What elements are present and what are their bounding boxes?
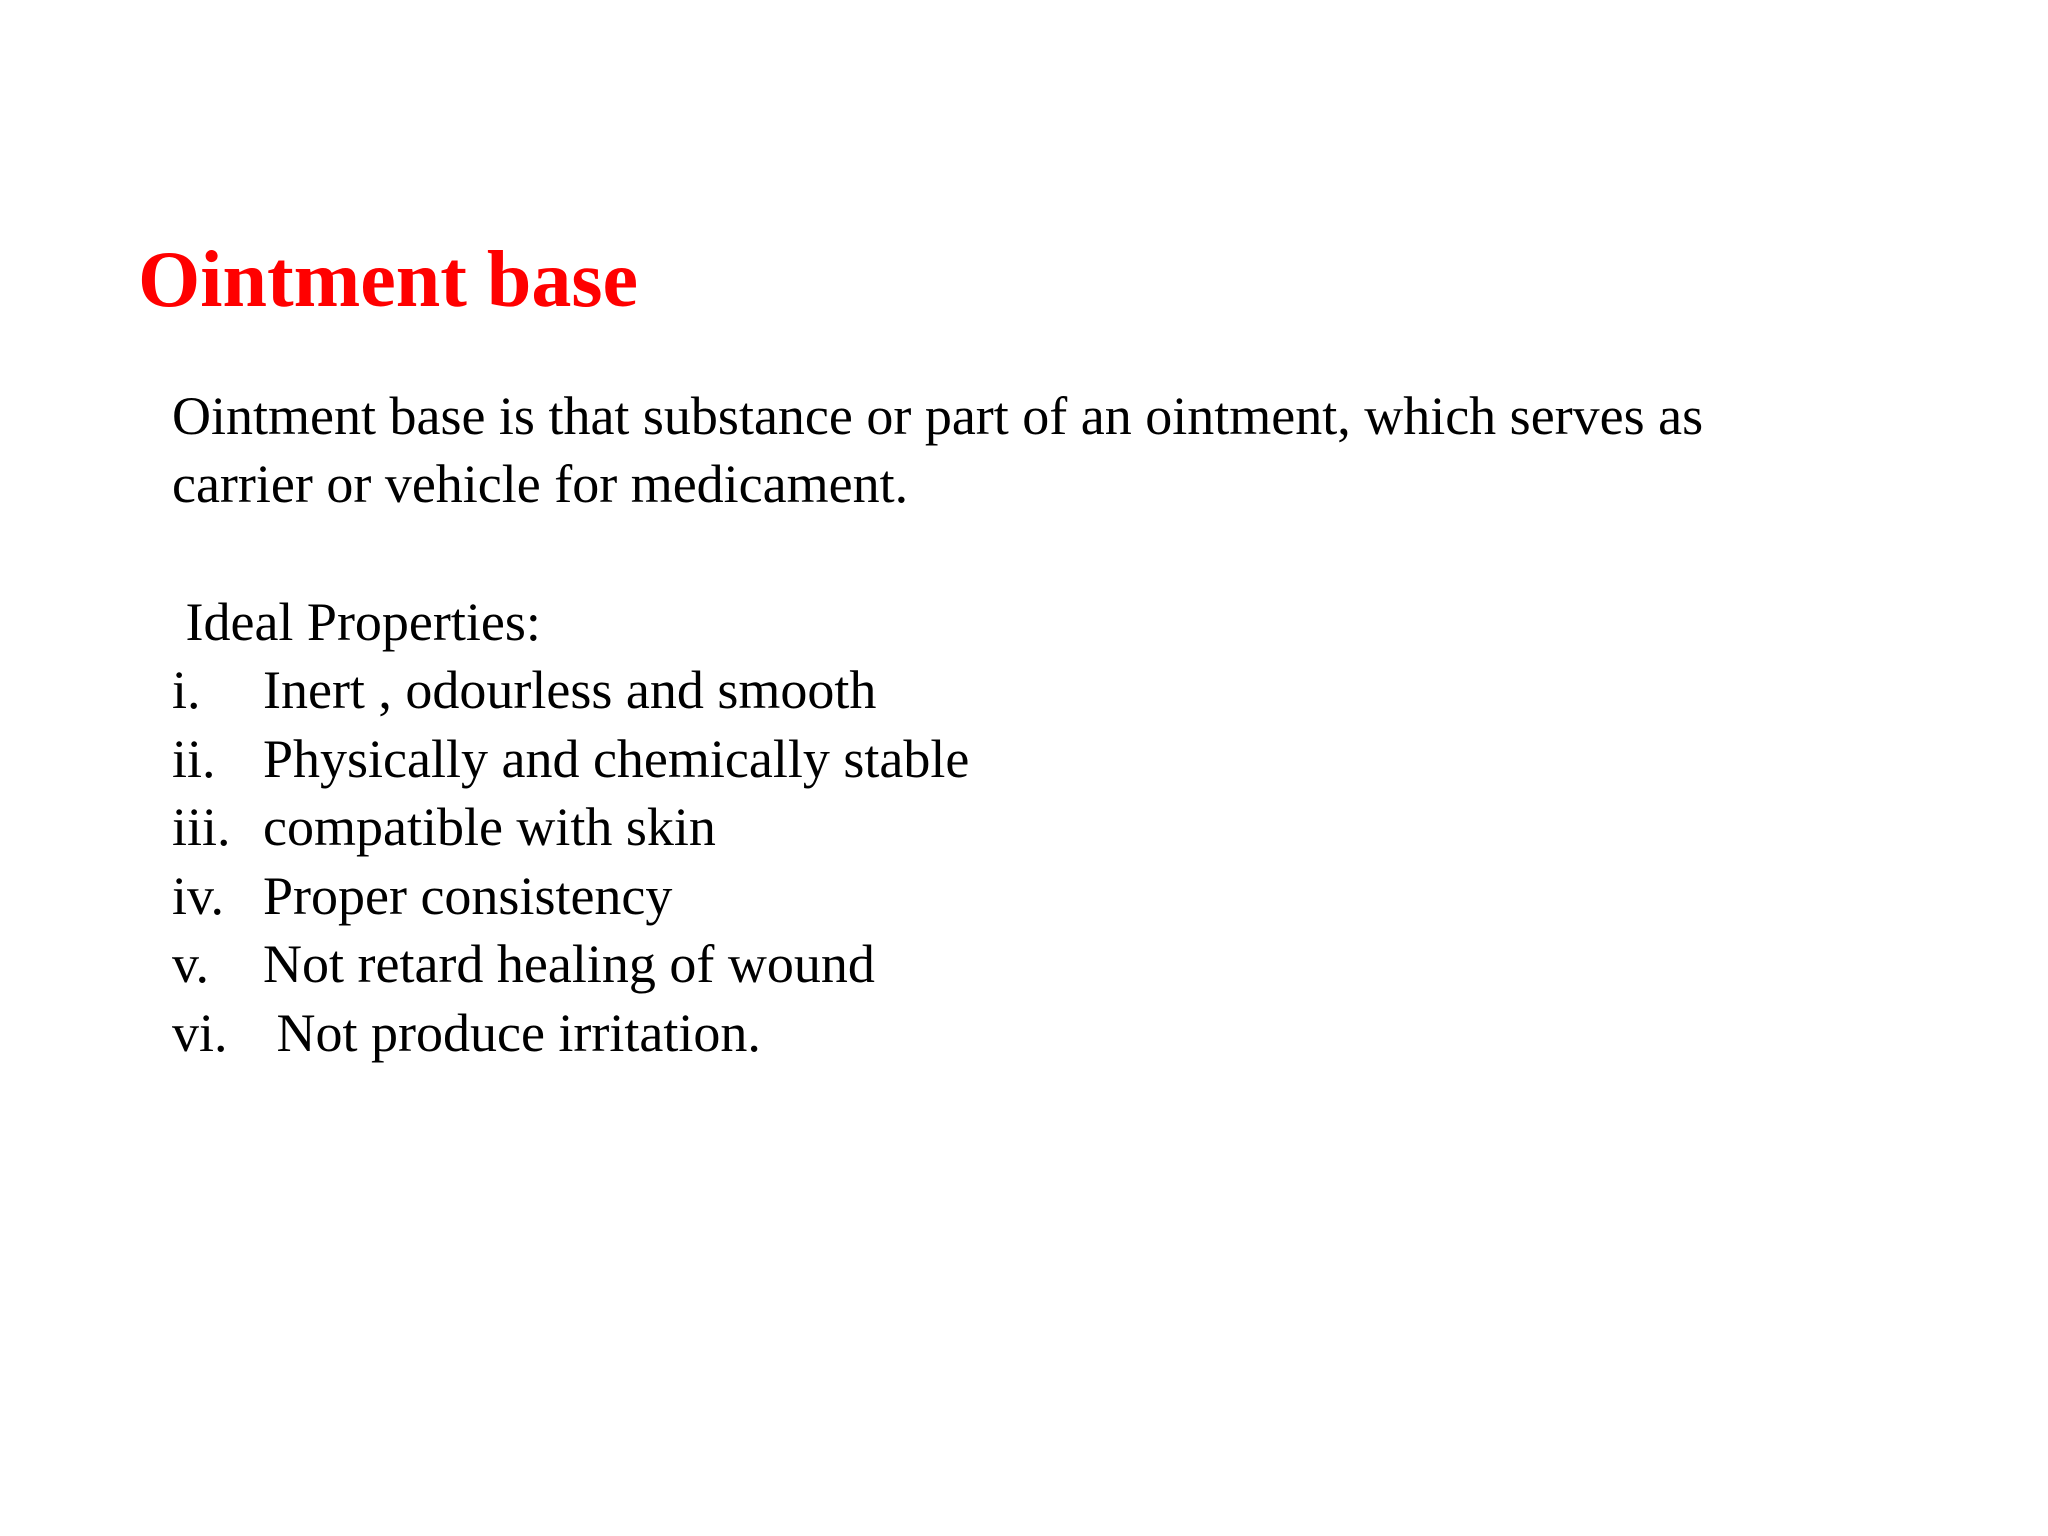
list-marker: vi. — [172, 1002, 228, 1063]
list-item-text: Proper consistency — [263, 865, 673, 926]
list-item — [172, 793, 969, 862]
list-item-text: Not retard healing of wound — [263, 934, 875, 994]
list-marker: iv. — [172, 865, 224, 926]
list-marker: ii. — [172, 728, 216, 789]
ideal-properties-heading: Ideal Properties: — [172, 592, 541, 652]
list-marker: v. — [172, 934, 209, 994]
list-item — [172, 862, 969, 931]
ideal-properties-list — [172, 656, 969, 1067]
definition-paragraph — [172, 382, 1703, 518]
definition-line: carrier or vehicle for medicament. — [172, 454, 909, 514]
list-item — [172, 725, 969, 794]
list-item-text: compatible with skin — [263, 797, 716, 857]
list-marker: i. — [172, 660, 201, 720]
list-item — [172, 999, 969, 1068]
definition-line: Ointment base is that substance or part of an ointment, which serves as — [172, 386, 1704, 446]
list-item-text: Not produce irritation. — [263, 1002, 761, 1063]
list-marker: iii. — [172, 797, 231, 857]
list-item-text: Physically and chemically stable — [263, 728, 970, 789]
slide-title: Ointment base — [138, 236, 638, 324]
list-item — [172, 656, 969, 725]
list-item-text: Inert , odourless and smooth — [263, 660, 877, 720]
list-item — [172, 930, 969, 999]
